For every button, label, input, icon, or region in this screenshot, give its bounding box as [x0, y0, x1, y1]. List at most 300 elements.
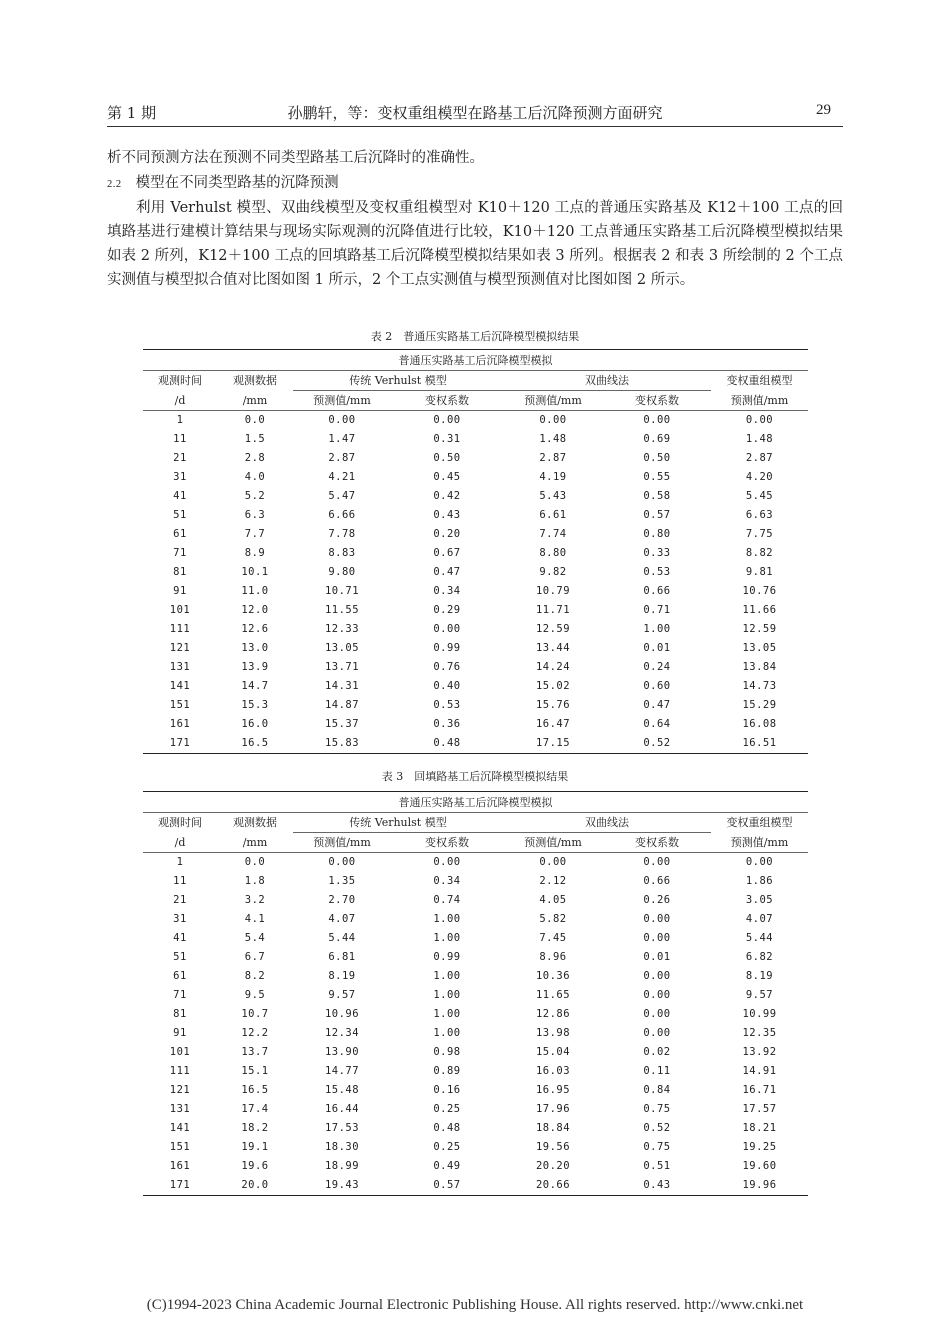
table3-cell: 7.45	[539, 932, 567, 944]
table3-hyperbola-pred: 预测值/mm	[503, 833, 603, 853]
table2-cell: 15.3	[241, 699, 269, 711]
table2-cell: 10.71	[324, 585, 360, 597]
table2-row	[143, 449, 808, 468]
table2-cell: 91	[173, 585, 187, 597]
table3-cell: 31	[173, 913, 187, 925]
table2-cell: 7.7	[244, 528, 266, 540]
table2-cell: 13.9	[241, 661, 269, 673]
table2-cell: 2.8	[244, 452, 266, 464]
table2-cell: 0.20	[433, 528, 461, 540]
table2-cell: 15.76	[535, 699, 571, 711]
table2-cell: 11.66	[742, 604, 777, 616]
table3-cell: 17.53	[324, 1122, 360, 1134]
table3-cell: 0.34	[433, 875, 461, 887]
table3-cell: 9.5	[244, 989, 266, 1001]
table3-row	[143, 853, 808, 873]
table2-cell: 111	[169, 623, 191, 635]
table2-cell: 0.48	[433, 737, 461, 749]
table2-verhulst-weight: 变权系数	[391, 391, 503, 411]
table3-row	[143, 1081, 808, 1100]
table2-cell: 0.52	[643, 737, 671, 749]
table3-verhulst-weight: 变权系数	[391, 833, 503, 853]
table2-cell: 11.71	[535, 604, 571, 616]
table2-cell: 0.45	[433, 471, 461, 483]
table3-cell: 0.99	[433, 951, 461, 963]
table2-cell: 11.55	[324, 604, 360, 616]
table2-cell: 6.66	[328, 509, 356, 521]
table3-cell: 18.84	[535, 1122, 571, 1134]
table2-cell: 41	[173, 490, 187, 502]
table2-cell: 4.19	[539, 471, 567, 483]
table2-cell: 10.79	[535, 585, 571, 597]
table3-cell: 0.98	[433, 1046, 461, 1058]
table2-cell: 16.47	[535, 718, 571, 730]
table2-cell: 12.0	[241, 604, 269, 616]
table2-row	[143, 601, 808, 620]
table2-cell: 0.00	[328, 414, 356, 426]
table3-cell: 151	[169, 1141, 191, 1153]
table2-row	[143, 696, 808, 715]
table3-cell: 0.75	[643, 1103, 671, 1115]
page-number: 29	[816, 102, 831, 118]
table3-cell: 5.44	[745, 932, 774, 944]
copyright-footer: (C)1994-2023 China Academic Journal Electronic Publishing House. All rights reserved. http://www.cnki.net	[146, 1297, 804, 1313]
table3-super-header: 普通压实路基工后沉降模型模拟	[143, 792, 808, 813]
table3-cell: 12.35	[742, 1027, 777, 1039]
table3-cell: 14.91	[742, 1065, 777, 1077]
table3-cell: 12.34	[324, 1027, 360, 1039]
table2-cell: 0.53	[643, 566, 671, 578]
table3-cell: 0.00	[643, 989, 671, 1001]
table2-row	[143, 563, 808, 582]
table3-cell: 12.86	[535, 1008, 571, 1020]
table2-combined-pred: 预测值/mm	[711, 391, 808, 411]
table3-cell: 61	[173, 970, 187, 982]
table2-cell: 31	[173, 471, 187, 483]
table2-cell: 14.73	[742, 680, 777, 692]
paragraph-body: 利用 Verhulst 模型、双曲线模型及变权重组模型对 K10＋120 工点的普通压实路基及 K12＋100 工点的回填路基进行建模计算结果与现场实际观测的沉降值进行比较，K10＋120 工点普通压实路基工后沉降模型模拟结果如表 2 所列，K12＋100 工点的回填路基工后沉降模型模拟结果如表 3 所列。根据表 2 和表 3 所绘制的 2 个工点实测值与模型拟合值对比图如图 1 所示，2 个工点实测值与模型预测值对比图如图 2 所示。	[107, 200, 843, 288]
table3-cell: 1.00	[433, 970, 461, 982]
table2-cell: 0.33	[643, 547, 671, 559]
table2-cell: 0.00	[433, 414, 461, 426]
table3-cell: 19.1	[241, 1141, 269, 1153]
table2-row	[143, 620, 808, 639]
table3-cell: 0.49	[433, 1160, 461, 1172]
table2-cell: 1.48	[539, 433, 567, 445]
table3-cell: 101	[169, 1046, 191, 1058]
table3-cell: 2.12	[539, 875, 567, 887]
table2-cell: 16.0	[241, 718, 269, 730]
table2-cell: 10.76	[742, 585, 777, 597]
table3-cell: 8.96	[539, 951, 567, 963]
table3-cell: 1.00	[433, 932, 461, 944]
table3-cell: 16.03	[535, 1065, 571, 1077]
table3-cell: 16.95	[535, 1084, 571, 1096]
table2-cell: 0.50	[433, 452, 461, 464]
table2-cell: 14.31	[324, 680, 360, 692]
table3-cell: 0.00	[745, 856, 774, 868]
table2-cell: 0.69	[643, 433, 671, 445]
table3-cell: 0.00	[643, 856, 671, 868]
table2-cell: 0.53	[433, 699, 461, 711]
table2-cell: 0.58	[643, 490, 671, 502]
table2-row	[143, 639, 808, 658]
table3-group-hyperbola: 双曲线法	[503, 813, 711, 833]
table3-cell: 0.25	[433, 1103, 461, 1115]
table3-cell: 15.04	[535, 1046, 571, 1058]
table2-cell: 10.1	[241, 566, 269, 578]
table3-cell: 11.65	[535, 989, 571, 1001]
table2-cell: 12.6	[241, 623, 269, 635]
table3-cell: 0.52	[643, 1122, 671, 1134]
table3-cell: 4.07	[745, 913, 774, 925]
table3-col-obs-unit: /mm	[217, 833, 293, 853]
table3-cell: 4.1	[244, 913, 266, 925]
table2-cell: 6.63	[745, 509, 774, 521]
table3-group-combined: 变权重组模型	[726, 816, 793, 830]
table2-cell: 101	[169, 604, 191, 616]
table3-cell: 13.90	[324, 1046, 360, 1058]
table3-cell: 6.81	[328, 951, 356, 963]
table2-cell: 13.0	[241, 642, 269, 654]
table3-cell: 0.00	[328, 856, 356, 868]
table3-cell: 1.00	[433, 913, 461, 925]
table2-cell: 0.64	[643, 718, 671, 730]
table2-cell: 0.66	[643, 585, 671, 597]
table3-row	[143, 1176, 808, 1196]
table3-cell: 21	[173, 894, 187, 906]
table2-cell: 0.67	[433, 547, 461, 559]
table2-cell: 12.59	[742, 623, 777, 635]
table2-cell: 0.40	[433, 680, 461, 692]
table2-cell: 151	[169, 699, 191, 711]
table2-row	[143, 677, 808, 696]
table3-cell: 51	[173, 951, 187, 963]
table3-combined-pred: 预测值/mm	[711, 833, 808, 853]
table3-hyperbola-weight: 变权系数	[603, 833, 711, 853]
section-heading	[107, 171, 339, 197]
table2-cell: 0.47	[643, 699, 671, 711]
table3-cell: 6.82	[745, 951, 774, 963]
table3-verhulst-pred: 预测值/mm	[293, 833, 391, 853]
table2-cell: 13.71	[324, 661, 360, 673]
table3-cell: 161	[169, 1160, 191, 1172]
table2-cell: 171	[169, 737, 191, 749]
table3-cell: 4.05	[539, 894, 567, 906]
table2-cell: 7.74	[539, 528, 567, 540]
table3-cell: 10.99	[742, 1008, 777, 1020]
table3-row	[143, 1100, 808, 1119]
table3-row	[143, 986, 808, 1005]
table3-cell: 2.70	[328, 894, 356, 906]
table2-cell: 2.87	[745, 452, 774, 464]
table2-row	[143, 734, 808, 754]
table3-cell: 71	[173, 989, 187, 1001]
table2-row	[143, 525, 808, 544]
table2-cell: 161	[169, 718, 191, 730]
table3-cell: 17.4	[241, 1103, 269, 1115]
table2-cell: 1.48	[745, 433, 774, 445]
table2-super-header: 普通压实路基工后沉降模型模拟	[143, 350, 808, 371]
table2-row	[143, 430, 808, 449]
table2-cell: 0.00	[643, 414, 671, 426]
table2-cell: 0.71	[643, 604, 671, 616]
table2-cell: 11.0	[241, 585, 269, 597]
table3-row	[143, 1005, 808, 1024]
table3-cell: 3.05	[745, 894, 774, 906]
table2-cell: 5.45	[745, 490, 774, 502]
table3-cell: 9.57	[328, 989, 356, 1001]
table2-cell: 141	[169, 680, 191, 692]
table3-cell: 19.43	[324, 1179, 360, 1191]
table2-col-time-unit: /d	[143, 391, 217, 411]
table2-cell: 13.84	[742, 661, 777, 673]
table2-cell: 8.82	[745, 547, 774, 559]
table3-cell: 41	[173, 932, 187, 944]
table2-cell: 13.44	[535, 642, 571, 654]
table3-cell: 13.92	[742, 1046, 777, 1058]
table3-cell: 1.00	[433, 989, 461, 1001]
table3-row	[143, 1024, 808, 1043]
table2-cell: 16.08	[742, 718, 777, 730]
table2-row	[143, 544, 808, 563]
table3-cell: 13.98	[535, 1027, 571, 1039]
table2-col-obs: 观测数据	[233, 374, 277, 388]
table2-cell: 7.75	[745, 528, 774, 540]
table3-cell: 91	[173, 1027, 187, 1039]
table3-cell: 0.89	[433, 1065, 461, 1077]
table3-cell: 17.57	[742, 1103, 777, 1115]
table3-cell: 10.7	[241, 1008, 269, 1020]
table3-cell: 19.96	[742, 1179, 777, 1191]
table3-cell: 0.75	[643, 1141, 671, 1153]
table3-cell: 10.36	[535, 970, 571, 982]
table2-cell: 14.7	[241, 680, 269, 692]
table2-hyperbola-weight: 变权系数	[603, 391, 711, 411]
table3-cell: 0.25	[433, 1141, 461, 1153]
table3-row	[143, 929, 808, 948]
table2-cell: 9.82	[539, 566, 567, 578]
table2-cell: 0.00	[433, 623, 461, 635]
table2-cell: 0.36	[433, 718, 461, 730]
table3-cell: 19.60	[742, 1160, 777, 1172]
table3-cell: 15.48	[324, 1084, 360, 1096]
table3-cell: 0.00	[539, 856, 567, 868]
table2-cell: 0.01	[643, 642, 671, 654]
table3-cell: 1.00	[433, 1027, 461, 1039]
table3-cell: 1	[176, 856, 184, 868]
table3-row	[143, 1138, 808, 1157]
table3-cell: 12.2	[241, 1027, 269, 1039]
table2-col-time: 观测时间	[158, 374, 202, 388]
table3-cell: 20.20	[535, 1160, 571, 1172]
table2-cell: 0.24	[643, 661, 671, 673]
table3-cell: 20.0	[241, 1179, 269, 1191]
table3-row	[143, 967, 808, 986]
table2-cell: 8.80	[539, 547, 567, 559]
table3-cell: 0.84	[643, 1084, 671, 1096]
table3-cell: 0.51	[643, 1160, 671, 1172]
table3-cell: 19.25	[742, 1141, 777, 1153]
table3-row	[143, 1043, 808, 1062]
table2-cell: 0.60	[643, 680, 671, 692]
table2-cell: 13.05	[742, 642, 777, 654]
table2-cell: 0.57	[643, 509, 671, 521]
table2-cell: 0.76	[433, 661, 461, 673]
table2-cell: 21	[173, 452, 187, 464]
table3-cell: 0.11	[643, 1065, 671, 1077]
table3-cell: 10.96	[324, 1008, 360, 1020]
table3-cell: 171	[169, 1179, 191, 1191]
table2-hyperbola-pred: 预测值/mm	[503, 391, 603, 411]
table2-cell: 11	[173, 433, 187, 445]
table2-cell: 5.47	[328, 490, 356, 502]
table2-cell: 6.3	[244, 509, 266, 521]
table3-cell: 0.00	[643, 970, 671, 982]
table3-cell: 15.1	[241, 1065, 269, 1077]
table3-cell: 0.48	[433, 1122, 461, 1134]
table3-cell: 111	[169, 1065, 191, 1077]
table3-cell: 0.26	[643, 894, 671, 906]
table2-cell: 9.80	[328, 566, 356, 578]
table3-cell: 0.00	[643, 913, 671, 925]
running-title: 孙鹏轩，等：变权重组模型在路基工后沉降预测方面研究	[287, 104, 663, 122]
table2-cell: 51	[173, 509, 187, 521]
table3-cell: 4.07	[328, 913, 356, 925]
table2-group-combined: 变权重组模型	[726, 374, 793, 388]
table3-cell: 9.57	[745, 989, 774, 1001]
table2-cell: 6.61	[539, 509, 567, 521]
table2-row	[143, 715, 808, 734]
table2-cell: 12.33	[324, 623, 360, 635]
table3-cell: 13.7	[241, 1046, 269, 1058]
table3-cell: 0.00	[643, 1027, 671, 1039]
table3-group-verhulst: 传统 Verhulst 模型	[293, 813, 503, 833]
table3-cell: 6.7	[244, 951, 266, 963]
table2-cell: 0.80	[643, 528, 671, 540]
table3-col-obs: 观测数据	[233, 816, 277, 830]
table2-cell: 131	[169, 661, 191, 673]
table3-cell: 8.19	[328, 970, 356, 982]
table3-cell: 0.02	[643, 1046, 671, 1058]
table2-cell: 0.99	[433, 642, 461, 654]
table3-cell: 18.2	[241, 1122, 269, 1134]
table3-cell: 0.00	[643, 1008, 671, 1020]
table3-cell: 121	[169, 1084, 191, 1096]
table3-cell: 16.5	[241, 1084, 269, 1096]
table2-cell: 81	[173, 566, 187, 578]
table2-cell: 71	[173, 547, 187, 559]
table2-group-hyperbola: 双曲线法	[503, 371, 711, 391]
table2-cell: 8.9	[244, 547, 266, 559]
table3-row	[143, 948, 808, 967]
table2-cell: 0.47	[433, 566, 461, 578]
table2-cell: 9.81	[745, 566, 774, 578]
table3-cell: 5.4	[244, 932, 266, 944]
table2-row	[143, 468, 808, 487]
table3-cell: 0.00	[643, 932, 671, 944]
table3-cell: 131	[169, 1103, 191, 1115]
table2-row	[143, 658, 808, 677]
table2-cell: 15.29	[742, 699, 777, 711]
table2	[143, 349, 808, 754]
table2-cell: 0.31	[433, 433, 461, 445]
table3-cell: 18.99	[324, 1160, 360, 1172]
table2-cell: 4.21	[328, 471, 356, 483]
table3-cell: 0.66	[643, 875, 671, 887]
table3-cell: 1.00	[433, 1008, 461, 1020]
table3-col-time-unit: /d	[143, 833, 217, 853]
table3-row	[143, 872, 808, 891]
table2-cell: 16.5	[241, 737, 269, 749]
section-title: 模型在不同类型路基的沉降预测	[135, 175, 339, 191]
table2-caption: 表 2 普通压实路基工后沉降模型模拟结果	[370, 330, 580, 343]
table2-cell: 15.83	[324, 737, 360, 749]
table2-cell: 15.02	[535, 680, 571, 692]
table3-cell: 18.30	[324, 1141, 360, 1153]
table3-cell: 5.44	[328, 932, 356, 944]
table3-cell: 5.82	[539, 913, 567, 925]
table2-row	[143, 411, 808, 431]
table3-cell: 0.74	[433, 894, 461, 906]
table2-group-verhulst: 传统 Verhulst 模型	[293, 371, 503, 391]
table3-cell: 17.96	[535, 1103, 571, 1115]
table3-cell: 0.16	[433, 1084, 461, 1096]
table3-row	[143, 891, 808, 910]
table3-cell: 1.35	[328, 875, 356, 887]
table3-cell: 1.8	[244, 875, 266, 887]
table2-cell: 12.59	[535, 623, 571, 635]
table2-cell: 8.83	[328, 547, 356, 559]
section-number: 2.2	[107, 179, 122, 190]
table2-cell: 14.24	[535, 661, 571, 673]
table3-cell: 18.21	[742, 1122, 777, 1134]
table2-cell: 16.51	[742, 737, 777, 749]
table3-cell: 16.71	[742, 1084, 777, 1096]
paragraph-intro-end: 析不同预测方法在预测不同类型路基工后沉降时的准确性。	[107, 150, 484, 166]
table2-cell: 17.15	[535, 737, 571, 749]
table2-cell: 7.78	[328, 528, 356, 540]
table3	[143, 791, 808, 1196]
table3-row	[143, 1062, 808, 1081]
table2-cell: 0.00	[745, 414, 774, 426]
table3-cell: 19.6	[241, 1160, 269, 1172]
table2-cell: 4.20	[745, 471, 774, 483]
table3-cell: 0.57	[433, 1179, 461, 1191]
table3-row	[143, 910, 808, 929]
table3-cell: 19.56	[535, 1141, 571, 1153]
table3-row	[143, 1119, 808, 1138]
running-header	[107, 100, 843, 127]
table2-cell: 0.00	[539, 414, 567, 426]
table2-cell: 0.43	[433, 509, 461, 521]
table2-cell: 2.87	[539, 452, 567, 464]
table2-cell: 1.5	[244, 433, 266, 445]
table2-cell: 61	[173, 528, 187, 540]
table3-cell: 14.77	[324, 1065, 360, 1077]
table2-cell: 5.2	[244, 490, 266, 502]
table2-cell: 1.47	[328, 433, 356, 445]
table3-col-time: 观测时间	[158, 816, 202, 830]
table3-cell: 0.0	[244, 856, 266, 868]
table3-cell: 11	[173, 875, 187, 887]
table3-cell: 81	[173, 1008, 187, 1020]
table2-cell: 4.0	[244, 471, 266, 483]
table3-cell: 0.00	[433, 856, 461, 868]
table3-cell: 8.2	[244, 970, 266, 982]
table2-cell: 2.87	[328, 452, 356, 464]
table2-cell: 0.0	[244, 414, 266, 426]
